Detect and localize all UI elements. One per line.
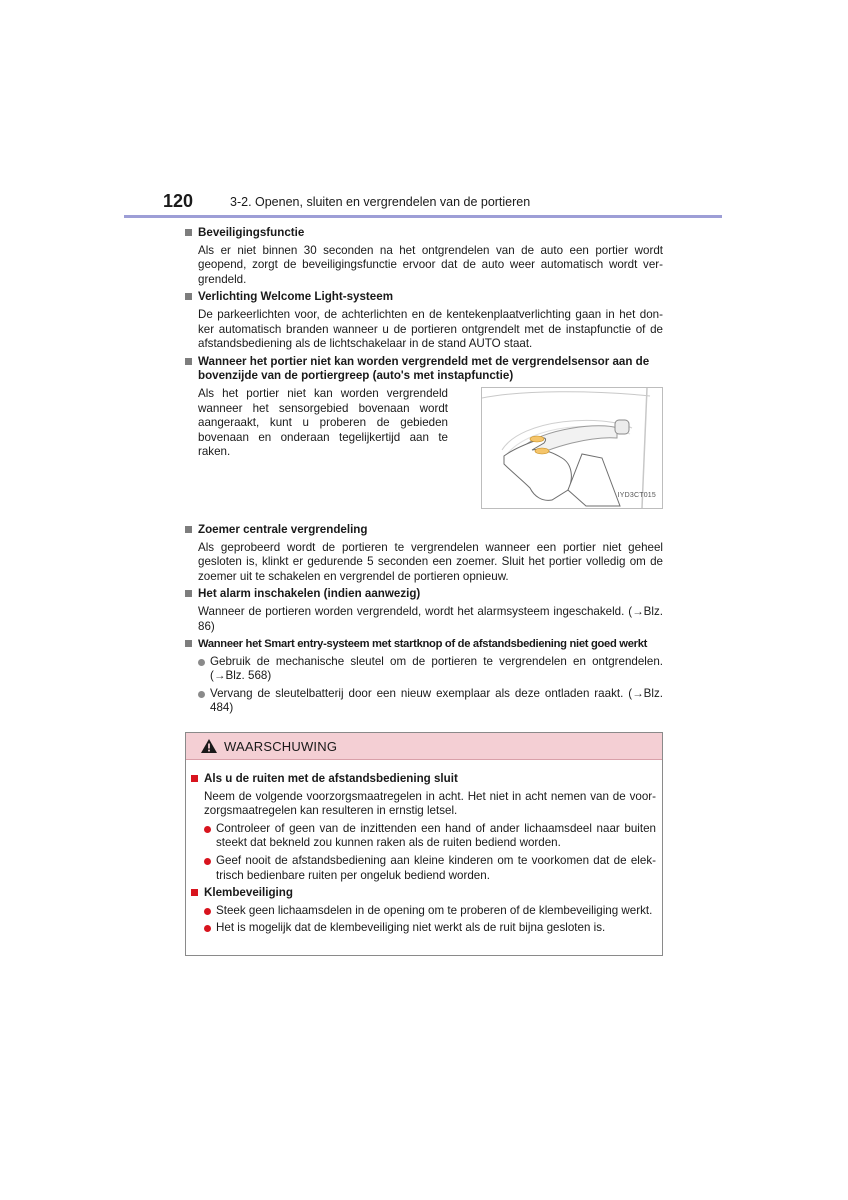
warning-triangle-icon xyxy=(200,738,218,754)
list-item: Steek geen lichaamsdelen in de opening om te proberen of de klembeveiliging werkt. xyxy=(204,904,656,919)
section-title: Zoemer centrale vergrendeling xyxy=(198,522,368,536)
section-title: Verlichting Welcome Light-systeem xyxy=(198,290,393,304)
list-item: Gebruik de mechanische sleutel om de portieren te vergrendelen en ontgrendelen. (→Blz. 568) xyxy=(198,655,663,684)
section-body: Wanneer de portieren worden vergrendeld, wordt het alarmsysteem ingeschakeld. (→Blz. 86) xyxy=(198,604,663,633)
square-bullet-icon xyxy=(185,526,192,533)
door-handle-illustration xyxy=(481,387,663,509)
section-alarm xyxy=(185,587,663,634)
warning-item-title: Als u de ruiten met de afstandsbediening sluit xyxy=(204,772,458,785)
list-item: Controleer of geen van de inzittenden een hand of ander lichaamsdeel naar buiten steekt dat bekneld zou kunnen raken als de ruiten bediend worden. xyxy=(204,822,656,851)
red-dot-bullet-icon xyxy=(204,925,211,932)
square-bullet-icon xyxy=(185,293,192,300)
page-number: 120 xyxy=(163,191,194,211)
dot-bullet-icon xyxy=(198,691,205,698)
dot-bullet-icon xyxy=(198,659,205,666)
warning-item-body: Neem de volgende voorzorgsmaatregelen in acht. Het niet in acht nemen van de voor-zorgsmaatregelen kan resulteren in ernstig letsel. xyxy=(204,789,656,818)
warning-item-title: Klembeveiliging xyxy=(204,886,293,900)
square-bullet-icon xyxy=(185,358,192,365)
warning-header xyxy=(186,733,662,760)
section-body: Als geprobeerd wordt de portieren te vergrendelen wanneer een portier niet geheel gesloten is, klinkt er gedurende 5 seconden een zoemer. Sluit het portier volledig om de zoemer uit te schakelen en vergrendel de portieren opnieuw. xyxy=(198,540,663,583)
list-item: Het is mogelijk dat de klembeveiliging niet werkt als de ruit bijna gesloten is. xyxy=(204,921,656,936)
section-welcome-light xyxy=(185,290,663,351)
section-title: Wanneer het portier niet kan worden vergrendeld met de vergrendelsensor aan de bovenzijde van de portiergreep (auto's met instapfunctie) xyxy=(198,354,650,383)
chapter-title: 3-2. Openen, sluiten en vergrendelen van de portieren xyxy=(230,195,531,209)
warning-box xyxy=(185,732,663,956)
red-dot-bullet-icon xyxy=(204,858,211,865)
section-body: De parkeerlichten voor, de achterlichten en de kentekenplaatverlichting gaan in het don-ker automatisch branden wanneer u de portieren ontgrendelt met de instapfunctie of de afstandsbediening als de lichtschakelaar in de stand AUTO staat. xyxy=(198,307,663,351)
square-bullet-icon xyxy=(185,229,192,236)
red-square-bullet-icon xyxy=(191,889,198,896)
figure-code: IYD3CT015 xyxy=(617,492,656,500)
section-title: Wanneer het Smart entry-systeem met startknop of de afstandsbediening niet goed werkt xyxy=(198,638,648,651)
section-zoemer xyxy=(185,523,663,584)
section-beveiligingsfunctie xyxy=(185,226,663,287)
red-square-bullet-icon xyxy=(191,775,198,782)
list-item: Vervang de sleutelbatterij door een nieuw exemplaar als deze ontladen raakt. (→Blz. 484) xyxy=(198,687,663,716)
section-body: Als het portier niet kan worden vergrendeld wanneer het sensorgebied bovenaan wordt aangeraakt, kunt u proberen de gebieden bovenaan en onderaan tegelijkertijd aan te raken. xyxy=(198,386,448,459)
square-bullet-icon xyxy=(185,590,192,597)
list-item: Geef nooit de afstandsbediening aan kleine kinderen om te voorkomen dat de elek-trisch bedienbare ruiten per ongeluk bediend worden. xyxy=(204,854,656,883)
red-dot-bullet-icon xyxy=(204,908,211,915)
main-content xyxy=(185,226,663,719)
section-smart-entry xyxy=(185,637,663,716)
warning-title: WAARSCHUWING xyxy=(224,738,338,754)
section-lock-sensor xyxy=(185,355,663,509)
square-bullet-icon xyxy=(185,640,192,647)
section-body: Als er niet binnen 30 seconden na het ontgrendelen van de auto een portier wordt geopend, zorgt de beveiligingsfunctie ervoor dat de auto weer automatisch wordt ver-grendeld. xyxy=(198,243,663,286)
red-dot-bullet-icon xyxy=(204,826,211,833)
section-title: Het alarm inschakelen (indien aanwezig) xyxy=(198,587,421,601)
header-divider xyxy=(124,215,722,218)
section-title: Beveiligingsfunctie xyxy=(198,226,305,239)
